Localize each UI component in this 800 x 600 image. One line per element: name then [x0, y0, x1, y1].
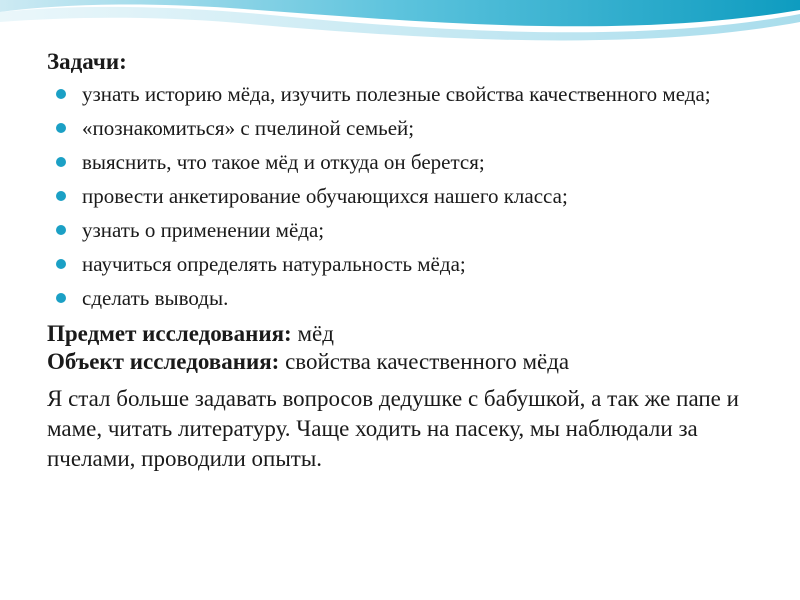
- object-label: Объект исследования:: [47, 349, 280, 374]
- list-item: [47, 150, 787, 174]
- object-value: свойства качественного мёда: [279, 349, 570, 374]
- task-text: выяснить, что такое мёд и откуда он берется;: [82, 150, 485, 174]
- list-item: [47, 218, 787, 242]
- narrative-paragraph: Я стал больше задавать вопросов дедушке с бабушкой, а так же папе и маме, читать литературу. Чаще ходить на пасеку, мы наблюдали за пчелами, проводили опыты.: [47, 386, 739, 471]
- tasks-list: [47, 82, 787, 310]
- subject-value: мёд: [291, 321, 334, 346]
- task-text: «познакомиться» с пчелиной семьей;: [82, 116, 415, 140]
- list-item: [47, 82, 787, 106]
- object-row: [47, 348, 787, 376]
- task-text: провести анкетирование обучающихся нашего класса;: [82, 184, 568, 208]
- list-item: [47, 286, 787, 310]
- bullet-icon: [56, 293, 66, 303]
- task-text: научиться определять натуральность мёда;: [82, 252, 466, 276]
- list-item: [47, 184, 787, 208]
- bullet-icon: [56, 225, 66, 235]
- bullet-icon: [56, 157, 66, 167]
- bullet-icon: [56, 191, 66, 201]
- subject-label: Предмет исследования:: [47, 321, 292, 346]
- subject-row: [47, 320, 787, 348]
- list-item: [47, 252, 787, 276]
- list-item: [47, 116, 787, 140]
- task-text: узнать о применении мёда;: [82, 218, 325, 242]
- task-text: сделать выводы.: [82, 286, 229, 310]
- task-text: узнать историю мёда, изучить полезные свойства качественного меда;: [82, 82, 711, 106]
- bullet-icon: [56, 123, 66, 133]
- slide-content: [47, 48, 787, 474]
- bullet-icon: [56, 259, 66, 269]
- tasks-heading: Задачи:: [47, 49, 127, 74]
- bullet-icon: [56, 89, 66, 99]
